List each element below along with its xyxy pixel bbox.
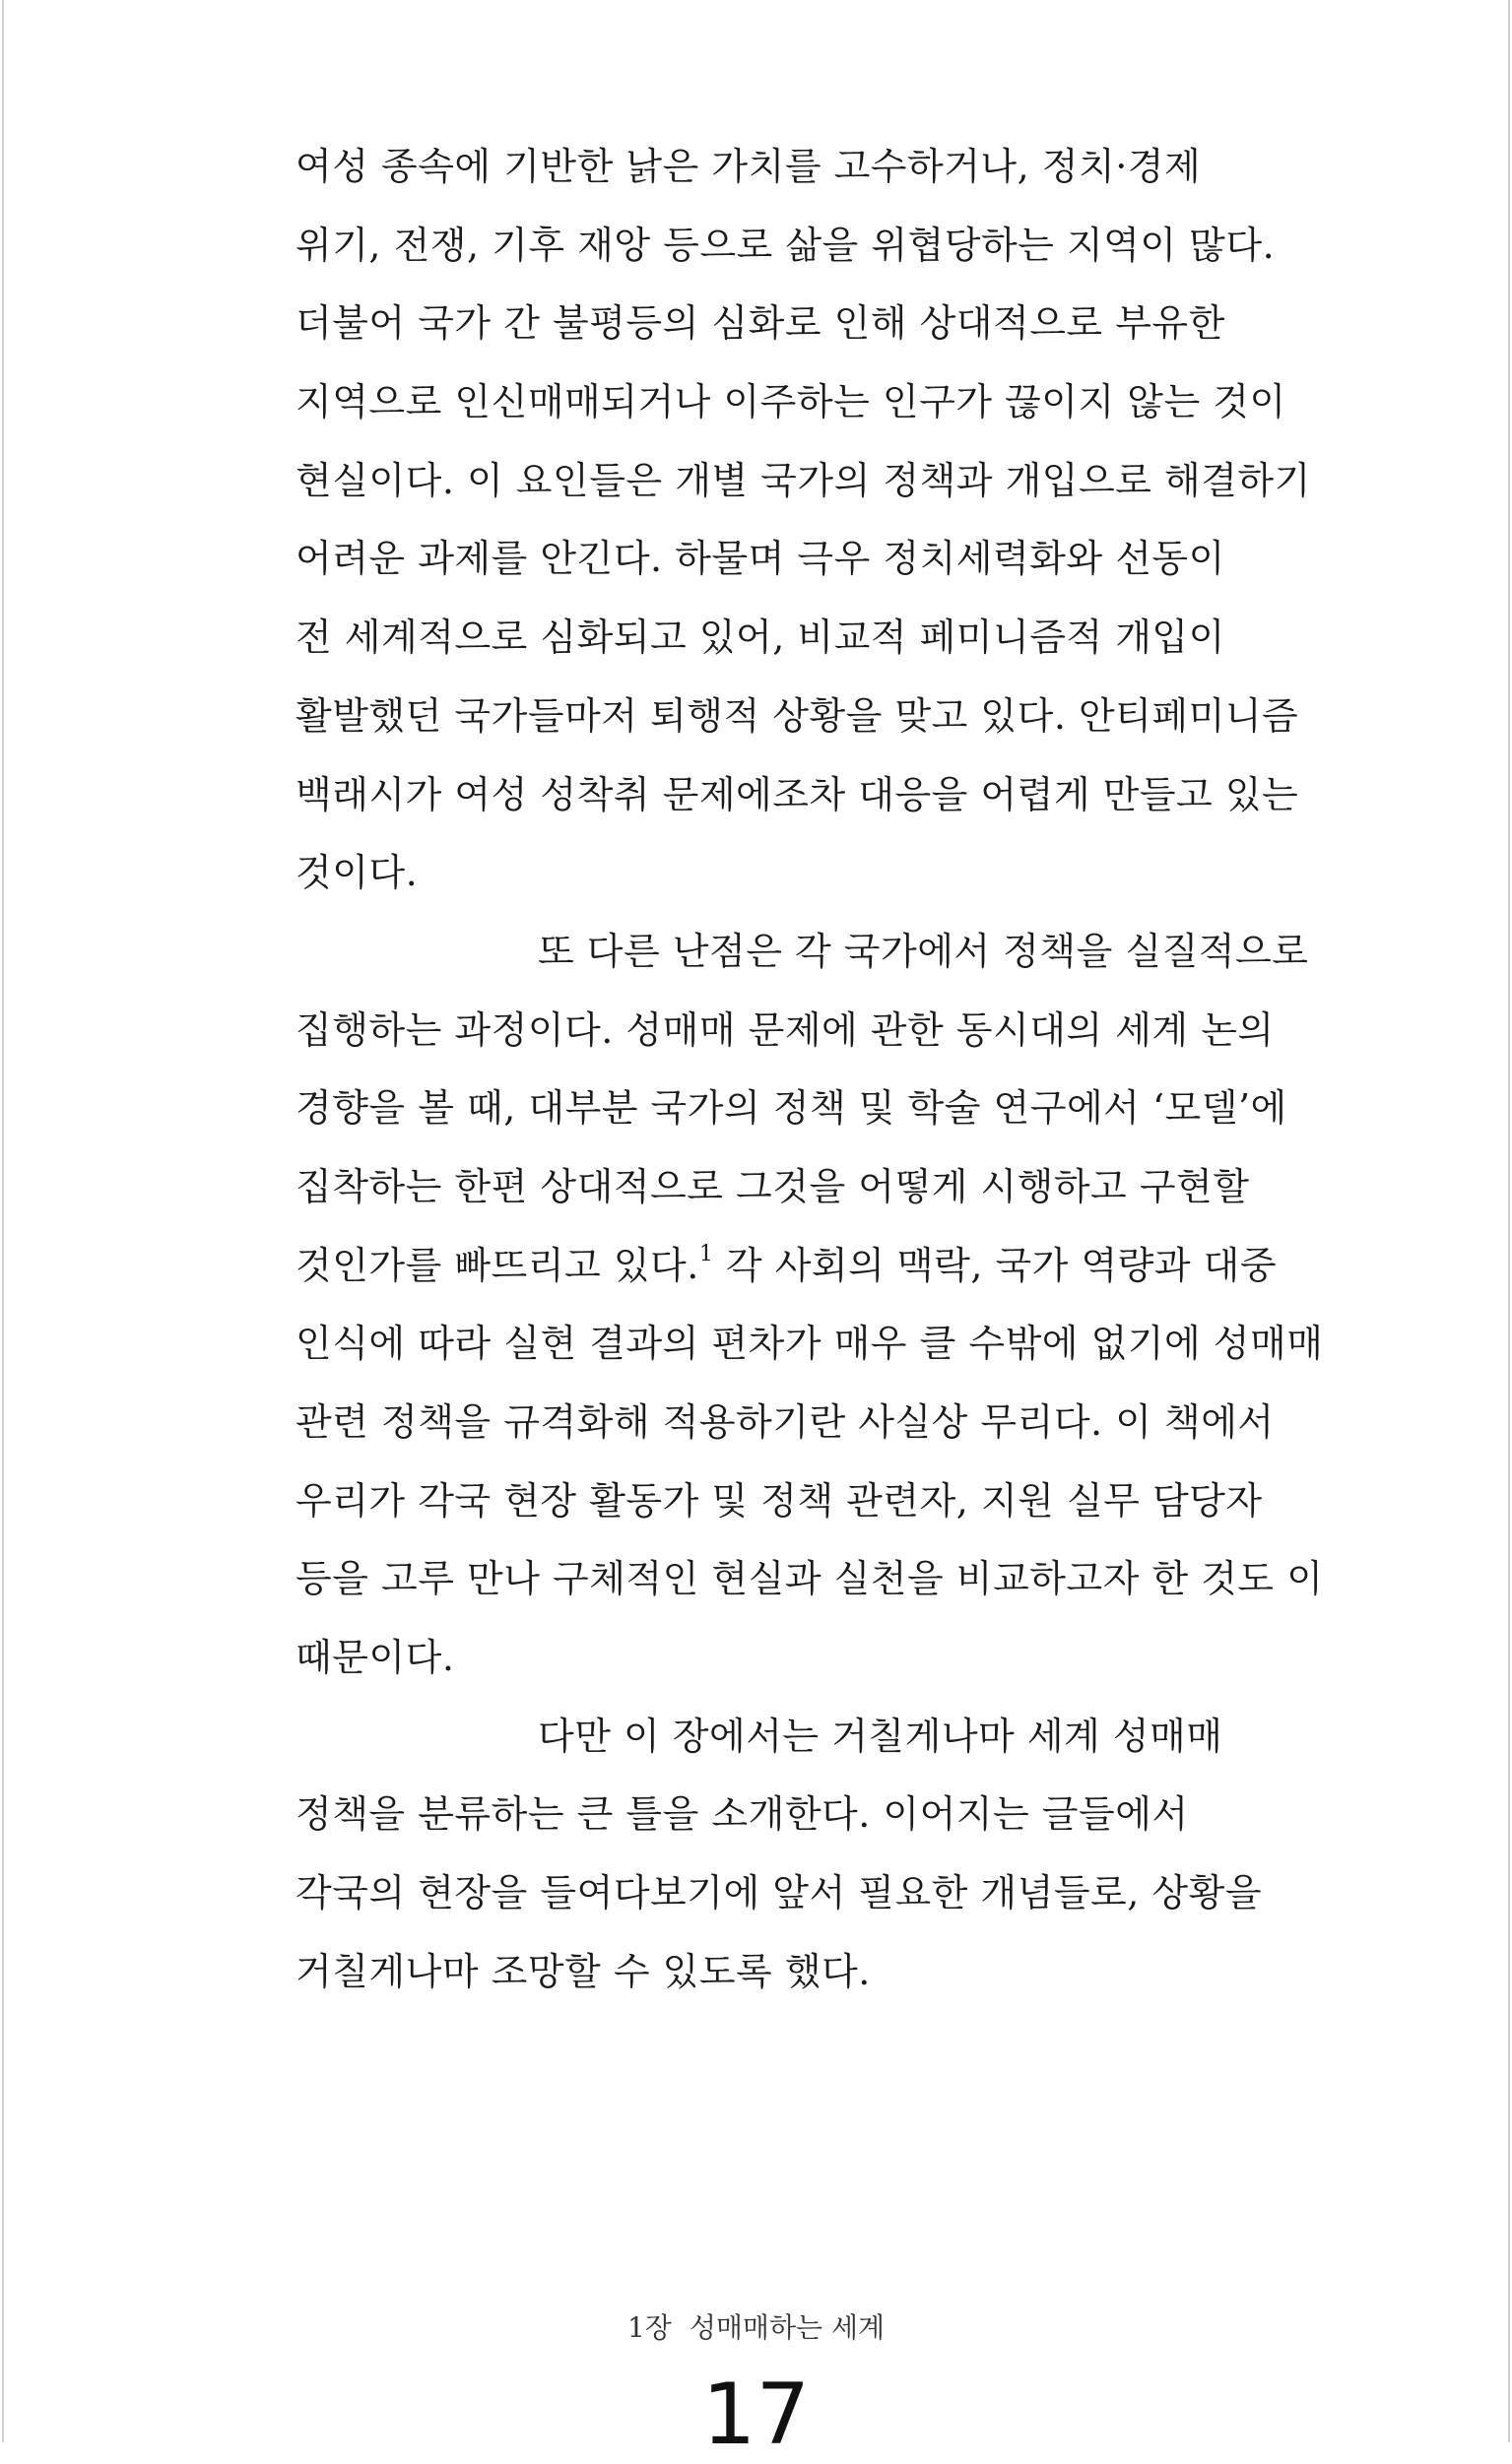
footnote-reference[interactable]: 1 xyxy=(698,1241,714,1266)
page-number: 17 xyxy=(701,2366,811,2464)
text-line: 것이다. xyxy=(296,851,419,895)
text-line: 현실이다. 이 요인들은 개별 국가의 정책과 개입으로 해결하기 xyxy=(296,458,1311,502)
text-line: 관련 정책을 규격화해 적용하기란 사실상 무리다. 이 책에서 xyxy=(296,1400,1275,1444)
running-footer xyxy=(0,2306,1512,2346)
text-line: 집착하는 한편 상대적으로 그것을 어떻게 시행하고 구현할 xyxy=(296,1164,1250,1208)
text-line: 여성 종속에 기반한 낡은 가치를 고수하거나, 정치·경제 xyxy=(296,145,1202,188)
chapter-number: 1장 xyxy=(626,2311,672,2344)
text-line: 인식에 따라 실현 결과의 편차가 매우 클 수밖에 없기에 성매매 xyxy=(296,1322,1324,1366)
text-line: 지역으로 인신매매되거나 이주하는 인구가 끊이지 않는 것이 xyxy=(296,380,1286,424)
text-line: 각국의 현장을 들여다보기에 앞서 필요한 개념들로, 상황을 xyxy=(296,1871,1263,1915)
paragraph-start-line: 다만 이 장에서는 거칠게나마 세계 성매매 xyxy=(538,1714,1223,1758)
text-line: 거칠게나마 조망할 수 있도록 했다. xyxy=(296,1949,871,1993)
text-line: 전 세계적으로 심화되고 있어, 비교적 페미니즘적 개입이 xyxy=(296,616,1225,660)
text-segment: 것인가를 빠뜨리고 있다. xyxy=(296,1243,699,1287)
text-line: 때문이다. xyxy=(296,1636,455,1680)
text-line: 우리가 각국 현장 활동가 및 정책 관련자, 지원 실무 담당자 xyxy=(296,1478,1263,1523)
chapter-title: 성매매하는 세계 xyxy=(689,2311,886,2344)
text-line: 경향을 볼 때, 대부분 국가의 정책 및 학술 연구에서 ‘모델’에 xyxy=(296,1086,1287,1131)
text-line: 어려운 과제를 안긴다. 하물며 극우 정치세력화와 선동이 xyxy=(296,537,1225,581)
text-line: 백래시가 여성 성착취 문제에조차 대응을 어렵게 만들고 있는 xyxy=(296,772,1299,816)
text-line-with-footnote xyxy=(296,1227,1428,1306)
text-line: 정책을 분류하는 큰 틀을 소개한다. 이어지는 글들에서 xyxy=(296,1792,1189,1837)
text-segment: 각 사회의 맥락, 국가 역량과 대중 xyxy=(713,1243,1278,1287)
text-line: 활발했던 국가들마저 퇴행적 상황을 맞고 있다. 안티페미니즘 xyxy=(296,693,1299,738)
text-line: 등을 고루 만나 구체적인 현실과 실천을 비교하고자 한 것도 이 xyxy=(296,1557,1324,1601)
body-text xyxy=(296,128,1428,2012)
text-line: 집행하는 과정이다. 성매매 문제에 관한 동시대의 세계 논의 xyxy=(296,1007,1275,1052)
text-line: 위기, 전쟁, 기후 재앙 등으로 삶을 위협당하는 지역이 많다. xyxy=(296,223,1276,267)
text-line: 더불어 국가 간 불평등의 심화로 인해 상대적으로 부유한 xyxy=(296,301,1225,346)
paragraph-start-line: 또 다른 난점은 각 국가에서 정책을 실질적으로 xyxy=(538,929,1309,973)
